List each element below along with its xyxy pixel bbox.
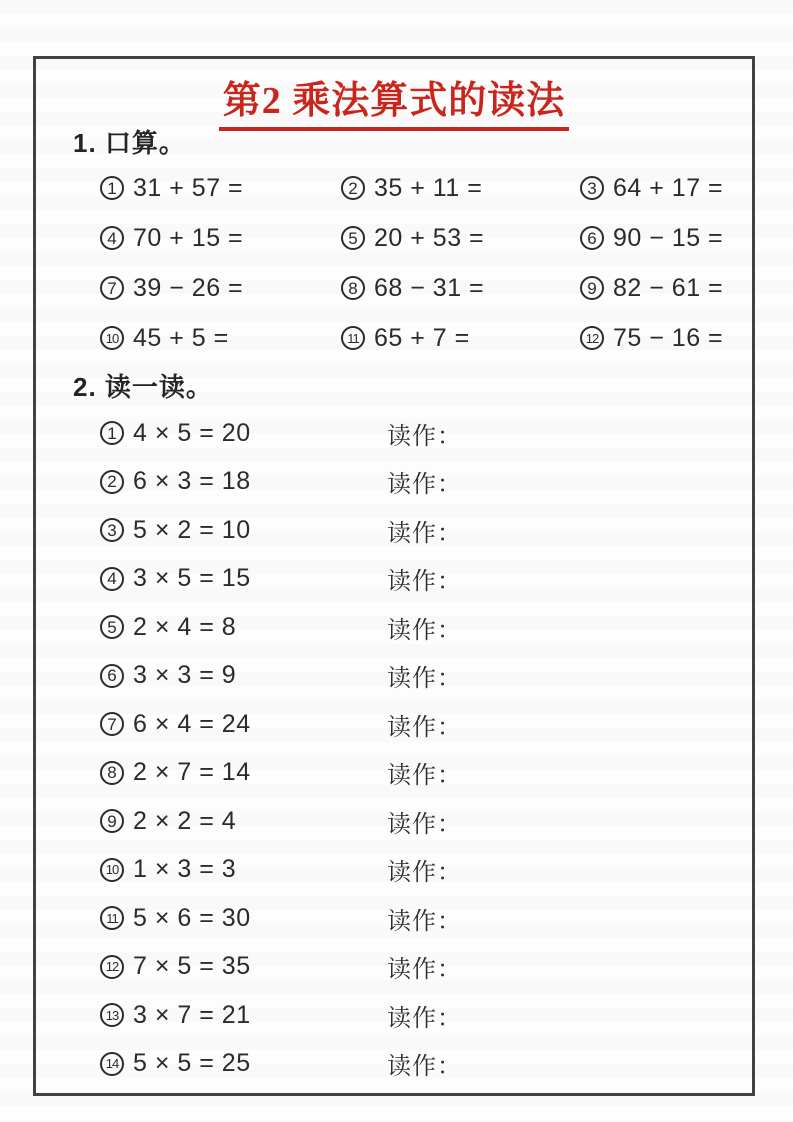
problem-expression: 20 + 53 = <box>374 223 485 252</box>
oral-problem <box>341 263 580 313</box>
section2-heading: 2. 读一读。 <box>73 372 213 402</box>
multiplication-equation: 5 × 5 = 25 <box>133 1049 251 1078</box>
multiplication-equation: 3 × 7 = 21 <box>133 1000 251 1029</box>
read-as-label: 读作： <box>387 519 462 547</box>
read-as-label: 读作： <box>387 713 462 741</box>
item-number-badge: 14 <box>100 1052 124 1076</box>
read-as-label: 读作： <box>387 1004 462 1032</box>
oral-problem <box>580 313 740 363</box>
reading-item <box>100 555 740 604</box>
read-as-label: 读作： <box>387 1053 462 1081</box>
section1-heading: 1. 口算。 <box>73 128 186 158</box>
problem-expression: 82 − 61 = <box>613 273 724 302</box>
multiplication-equation: 2 × 2 = 4 <box>133 806 237 835</box>
item-number-badge: 11 <box>100 906 124 930</box>
reading-item <box>100 991 740 1040</box>
problem-expression: 75 − 16 = <box>613 323 724 352</box>
reading-item <box>100 506 740 555</box>
item-number-badge: 9 <box>100 809 124 833</box>
problem-number-badge: 7 <box>100 276 124 300</box>
problem-number-badge: 3 <box>580 176 604 200</box>
problem-number-badge: 11 <box>341 326 365 350</box>
oral-problem <box>341 163 580 213</box>
item-number-badge: 7 <box>100 712 124 736</box>
page-title <box>36 69 752 131</box>
multiplication-equation: 1 × 3 = 3 <box>133 855 237 884</box>
problem-number-badge: 12 <box>580 326 604 350</box>
item-number-badge: 2 <box>100 470 124 494</box>
oral-problem <box>580 213 740 263</box>
item-number-badge: 13 <box>100 1003 124 1027</box>
multiplication-equation: 6 × 3 = 18 <box>133 467 251 496</box>
problem-number-badge: 5 <box>341 226 365 250</box>
read-as-label: 读作： <box>387 859 462 887</box>
problem-expression: 70 + 15 = <box>133 223 244 252</box>
multiplication-equation: 6 × 4 = 24 <box>133 709 251 738</box>
item-number-badge: 3 <box>100 518 124 542</box>
reading-item <box>100 1040 740 1089</box>
problem-expression: 45 + 5 = <box>133 323 229 352</box>
item-number-badge: 1 <box>100 421 124 445</box>
multiplication-equation: 3 × 5 = 15 <box>133 564 251 593</box>
reading-item <box>100 458 740 507</box>
multiplication-equation: 4 × 5 = 20 <box>133 418 251 447</box>
problem-number-badge: 4 <box>100 226 124 250</box>
read-as-label: 读作： <box>387 956 462 984</box>
oral-problem <box>100 313 341 363</box>
oral-problem <box>580 263 740 313</box>
oral-problem <box>580 163 740 213</box>
oral-problem <box>341 213 580 263</box>
reading-item <box>100 846 740 895</box>
reading-item <box>100 603 740 652</box>
item-number-badge: 5 <box>100 615 124 639</box>
problem-expression: 64 + 17 = <box>613 173 724 202</box>
read-as-label: 读作： <box>387 762 462 790</box>
problem-expression: 35 + 11 = <box>374 173 483 202</box>
reading-item <box>100 943 740 992</box>
read-as-label: 读作： <box>387 810 462 838</box>
problem-expression: 68 − 31 = <box>374 273 485 302</box>
oral-problem <box>100 263 341 313</box>
item-number-badge: 4 <box>100 567 124 591</box>
multiplication-equation: 3 × 3 = 9 <box>133 661 237 690</box>
problem-expression: 39 − 26 = <box>133 273 244 302</box>
multiplication-equation: 2 × 4 = 8 <box>133 612 237 641</box>
worksheet-border-frame <box>33 56 755 1096</box>
problem-number-badge: 2 <box>341 176 365 200</box>
multiplication-equation: 7 × 5 = 35 <box>133 952 251 981</box>
item-number-badge: 6 <box>100 664 124 688</box>
problem-expression: 31 + 57 = <box>133 173 244 202</box>
problem-number-badge: 1 <box>100 176 124 200</box>
item-number-badge: 12 <box>100 955 124 979</box>
item-number-badge: 8 <box>100 761 124 785</box>
reading-item <box>100 749 740 798</box>
reading-item <box>100 797 740 846</box>
problem-expression: 90 − 15 = <box>613 223 724 252</box>
multiplication-equation: 5 × 2 = 10 <box>133 515 251 544</box>
oral-problem <box>100 213 341 263</box>
item-number-badge: 10 <box>100 858 124 882</box>
oral-problem <box>100 163 341 213</box>
reading-item <box>100 894 740 943</box>
multiplication-equation: 5 × 6 = 30 <box>133 903 251 932</box>
read-as-label: 读作： <box>387 616 462 644</box>
problem-number-badge: 9 <box>580 276 604 300</box>
read-as-label: 读作： <box>387 471 462 499</box>
problem-expression: 65 + 7 = <box>374 323 470 352</box>
read-as-label: 读作： <box>387 665 462 693</box>
oral-calculation-grid <box>100 163 740 363</box>
read-as-label: 读作： <box>387 568 462 596</box>
oral-problem <box>341 313 580 363</box>
read-as-label: 读作： <box>387 422 462 450</box>
problem-number-badge: 6 <box>580 226 604 250</box>
page-title-text: 第2 乘法算式的读法 <box>219 69 570 131</box>
multiplication-equation: 2 × 7 = 14 <box>133 758 251 787</box>
reading-item <box>100 652 740 701</box>
reading-item <box>100 700 740 749</box>
problem-number-badge: 8 <box>341 276 365 300</box>
reading-item <box>100 409 740 458</box>
read-as-label: 读作： <box>387 907 462 935</box>
reading-list <box>100 409 740 1088</box>
problem-number-badge: 10 <box>100 326 124 350</box>
